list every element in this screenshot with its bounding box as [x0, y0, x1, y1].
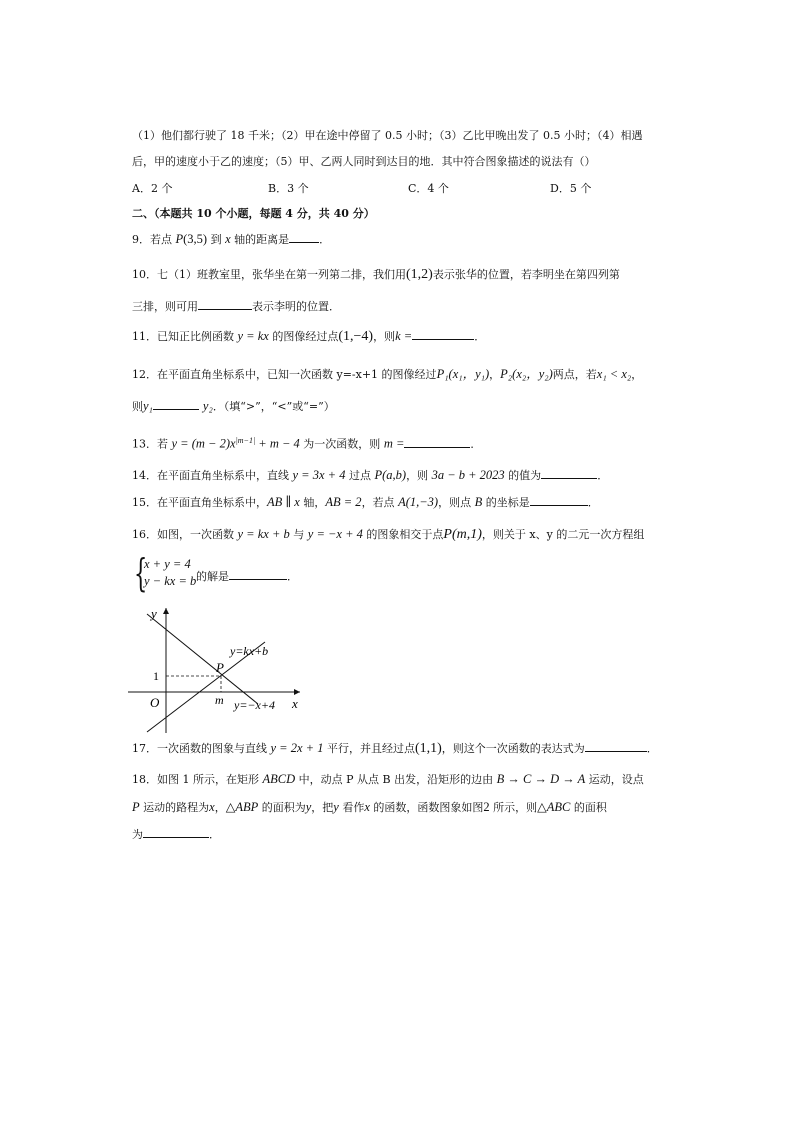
q17-point: (1,1)	[414, 741, 442, 756]
option-a: A．2 个	[132, 182, 173, 195]
question-18-line3	[132, 826, 220, 843]
question-9	[132, 231, 330, 248]
q13-text-b: 为一次函数，则	[299, 437, 384, 451]
q16-func2: y = −x + 4	[307, 527, 363, 541]
q13-expr2: + m − 4	[255, 436, 300, 451]
question-18-line2	[132, 799, 607, 816]
question-12	[132, 366, 642, 383]
q14-end: ．	[597, 469, 609, 482]
q17-text-b: 平行，并且经过点	[323, 742, 415, 755]
q11-answer-blank[interactable]	[412, 328, 474, 340]
q16-text-d: ，则关于 x、y 的二元一次方程组	[481, 528, 645, 541]
q16-point: P(m,1)	[443, 527, 482, 542]
q15-text: 15．在平面直角坐标系中，	[132, 496, 267, 509]
q14-text-b: 过点	[345, 469, 375, 482]
section-heading: 二、（本题共 10 个小题，每题 4 分，共 40 分）	[132, 207, 375, 220]
option-b: B．3 个	[268, 182, 309, 195]
q12-answer-blank[interactable]	[153, 398, 199, 410]
question-12-line2	[132, 398, 335, 415]
question-18	[132, 771, 644, 788]
q11-end: ．	[474, 330, 486, 343]
q18-end: ．	[209, 828, 220, 841]
q16-func1: y = kx + b	[237, 527, 290, 541]
q18-text-f: ，把	[311, 801, 334, 814]
q17-text-c: ，则这个一次函数的表达式为	[441, 742, 585, 755]
q18-text-k: 为	[132, 828, 143, 841]
question-14	[132, 467, 608, 484]
q10-text-b: 表示张华的位置，若李明坐在第四列第	[432, 268, 620, 281]
x-axis-label: x	[292, 696, 298, 711]
q13-answer-blank[interactable]	[404, 436, 470, 448]
m-label: m	[215, 693, 224, 707]
q15-end: ．	[587, 496, 599, 509]
q16-eq2: y − kx = b	[144, 574, 197, 588]
question-17	[132, 740, 658, 757]
q9-point: P	[175, 232, 184, 246]
q11-point: (1,−4)	[338, 329, 374, 344]
q18-triangle-abc: △ABC	[537, 800, 571, 814]
q8-options	[132, 180, 652, 196]
q18-answer-blank[interactable]	[143, 826, 209, 838]
q11-text-b: 的图像经过点	[268, 330, 339, 343]
q13-text: 13．若	[132, 437, 172, 451]
q16-end: ．	[287, 570, 298, 583]
q9-text-c: 轴的距离是	[230, 233, 290, 246]
q16-text: 16．如图，一次函数	[132, 528, 238, 541]
q18-text-j: 的面积	[570, 801, 607, 814]
q10-answer-blank[interactable]	[198, 298, 252, 310]
point-p-label: P	[216, 660, 224, 675]
q18-text-c: 运动，设点	[585, 773, 644, 786]
q18-path: B → C → D → A	[496, 772, 586, 786]
q9-text: 9．若点	[132, 233, 176, 246]
q15-text-e: 的坐标是	[482, 496, 530, 509]
q12-y1: y₁	[143, 399, 153, 413]
question-15	[132, 494, 599, 511]
q12-p1: P₁(x₁，y₁)	[436, 367, 490, 381]
question-13	[132, 433, 481, 453]
q18-triangle-abp: △ABP	[225, 800, 259, 814]
q11-text-c: ，则	[373, 330, 396, 343]
q18-text-i: 所示，则	[489, 801, 538, 814]
q18-text-b: 中，动点 P 从点 B 出发，沿矩形的边由	[295, 773, 497, 786]
q13-m: m =	[383, 436, 405, 451]
q9-coords: (3,5)	[183, 232, 208, 246]
q18-x2: x	[364, 800, 370, 814]
q12-text-c: ，	[631, 368, 643, 381]
q15-text-c: ，若点	[361, 496, 399, 509]
q17-line: y = 2x + 1	[270, 741, 324, 755]
q18-text-d: 运动的路程为	[139, 801, 210, 814]
q18-rect: ABCD	[262, 772, 296, 786]
origin-label: O	[150, 695, 160, 710]
q11-k: k =	[395, 329, 413, 343]
q17-text: 17．一次函数的图象与直线	[132, 742, 271, 755]
question-10	[132, 267, 620, 283]
q16-text-e: 的解是	[196, 570, 229, 583]
q14-text-d: 的值为	[504, 469, 542, 482]
q10-text: 10．七（1）班教室里，张华坐在第一列第二排，我们用	[132, 268, 406, 281]
q18-comma: ，	[214, 801, 226, 814]
line2-label: y=−x+4	[234, 698, 275, 712]
q15-answer-blank[interactable]	[530, 494, 588, 506]
q14-expr: 3a − b + 2023	[431, 468, 505, 482]
question-10-line2	[132, 298, 340, 315]
q12-y2: y₂	[202, 399, 213, 413]
line-y-neg-x-plus-4	[147, 614, 258, 704]
brace-icon: {	[134, 551, 148, 595]
q18-x: x	[209, 800, 215, 814]
q11-func: y = kx	[237, 329, 269, 343]
q14-text-c: ，则	[406, 469, 432, 482]
q13-end: ．	[470, 437, 482, 451]
q14-text: 14．在平面直角坐标系中，直线	[132, 469, 293, 482]
q12-text-b: 两点，若	[552, 368, 597, 381]
y-axis-label: y	[151, 606, 157, 621]
q9-end: ．	[319, 233, 331, 246]
q10-text-c: 三排，则可用	[132, 300, 198, 313]
q14-line: y = 3x + 4	[292, 468, 346, 482]
q14-point: P(a,b)	[374, 468, 407, 482]
option-d: D．5 个	[550, 182, 592, 195]
q8-line2: 后，甲的速度小于乙的速度；（5）甲、乙两人同时到达目的地．其中符合图象描述的说法有（）	[132, 155, 596, 168]
q13-expr: y = (m − 2)x	[171, 436, 236, 451]
q18-text-e: 的面积为	[258, 801, 306, 814]
q15-text-b: 轴，	[299, 496, 326, 509]
line1-label: y=kx+b	[230, 644, 269, 658]
q15-b: B	[474, 495, 483, 509]
q17-answer-blank[interactable]	[585, 740, 647, 752]
question-16	[132, 526, 644, 543]
q16-text-b: 与	[289, 528, 308, 541]
q16-line2	[196, 568, 298, 585]
q14-answer-blank[interactable]	[541, 467, 597, 479]
q10-text-d: 表示李明的位置．	[252, 300, 340, 313]
tick-one-label: 1	[153, 669, 159, 683]
question-11	[132, 328, 485, 345]
q18-y: y	[305, 800, 312, 814]
q16-text-c: 的图象相交于点	[362, 528, 444, 541]
q15-point: A(1,−3)	[398, 495, 439, 509]
q12-text-e: ．（填“>”，“<”或“=”）	[212, 400, 335, 413]
q12-p2: P₂(x₂，y₂)	[500, 367, 553, 381]
q18-text-h: 的函数，函数图象如图	[369, 801, 484, 814]
q10-pair: (1,2)	[406, 267, 433, 282]
q18-text: 18．如图 1 所示，在矩形	[132, 773, 263, 786]
q12-cond: x₁ < x₂	[596, 367, 632, 381]
q17-end: ．	[646, 742, 658, 755]
q8-line1: （1）他们都行驶了 18 千米；（2）甲在途中停留了 0.5 小时；（3）乙比甲晚出发了 0.5 小时；（4）相遇	[132, 129, 643, 142]
q15-parallel: AB ∥ x	[267, 495, 300, 509]
q16-answer-blank[interactable]	[229, 568, 287, 580]
q15-text-d: ，则点	[438, 496, 475, 509]
q12-text: 12．在平面直角坐标系中，已知一次函数 y=-x+1 的图像经过	[132, 368, 437, 381]
q13-exponent: |m−1|	[235, 436, 256, 445]
q9-answer-blank[interactable]	[289, 231, 319, 243]
q18-fig-num: 2	[483, 800, 490, 814]
q12-sep: ，	[489, 368, 501, 381]
q16-eq1: x + y = 4	[144, 557, 191, 571]
option-c: C．4 个	[408, 182, 449, 195]
q12-text-d: 则	[132, 400, 143, 413]
q15-length: AB = 2	[325, 495, 362, 509]
q16-figure	[125, 600, 310, 735]
q18-y2: y	[333, 800, 339, 814]
q18-text-g: 看作	[338, 801, 365, 814]
q11-text: 11．已知正比例函数	[132, 330, 238, 343]
q18-p: P	[132, 800, 140, 814]
q9-axis: x	[225, 232, 231, 246]
q9-text-b: 到	[207, 233, 226, 246]
